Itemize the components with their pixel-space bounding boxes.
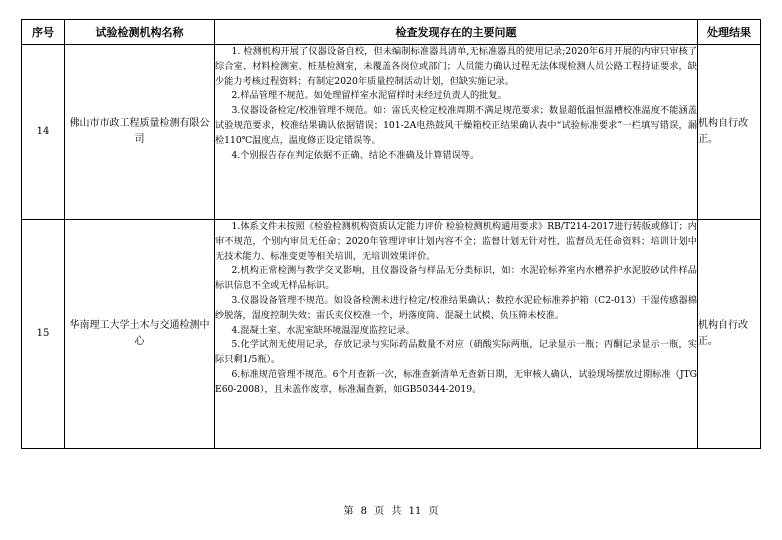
table-row — [22, 45, 761, 220]
table-header-row — [22, 20, 761, 45]
row-seq: 15 — [22, 220, 65, 449]
row-institution: 华南理工大学土木与交通检测中心 — [65, 220, 215, 449]
row-seq: 14 — [22, 45, 65, 220]
header-institution: 试验检测机构名称 — [65, 20, 215, 45]
issue-item: 2.机构正常检测与教学交叉影响，且仪器设备与样品无分类标识，如：水泥砼标养室内水槽养护水泥胶砂试件样品标识信息不全或无样品标识。 — [215, 265, 697, 292]
row-result: 机构自行改正。 — [698, 45, 761, 220]
inspection-results-table — [21, 19, 761, 449]
issue-item: 3.仪器设备管理不规范。如设备检测未进行检定/校准结果确认；数控水泥砼标准养护箱（C2-013）干湿传感器棉纱脱落，湿度控制失效；雷氏夹仪校准一个，坍落度筒、混凝土试模、负压筛未校准。 — [215, 294, 697, 321]
issue-item: 2.样品管理不规范。如处理留样室水泥留样时未经过负责人的批复。 — [231, 90, 507, 102]
issue-item: 1.体系文件未按照《检验检测机构资质认定能力评价 检验检测机构通用要求》RB/T214-2017进行转版或修订；内审不规范，个别内审员无任命；2020年管理评审计划内容不全；监督计划无针对性，监督员无任命资料；培训计划中无技术能力、标准变更等相关培训，无培训效果评价。 — [215, 221, 697, 262]
row-issues — [215, 45, 698, 220]
header-result: 处理结果 — [698, 20, 761, 45]
issue-item: 4.个别报告存在判定依据不正确、结论不准确及计算错误等。 — [231, 149, 480, 161]
row-institution: 佛山市市政工程质量检测有限公司 — [65, 45, 215, 220]
header-issues: 检查发现存在的主要问题 — [215, 20, 698, 45]
issue-item: 4.混凝土室、水泥室缺环境温湿度监控记录。 — [231, 324, 415, 336]
row-issues — [215, 220, 698, 449]
row-result: 机构自行改正。 — [698, 220, 761, 449]
issue-item: 6.标准规范管理不规范。6个月查新一次，标准查新清单无查新日期，无审核人确认，试验现场摆放过期标准（JTGE60-2008），且未盖作废章，标准漏查新，如GB50344-2019。 — [215, 368, 697, 395]
header-seq: 序号 — [22, 20, 65, 45]
table-row — [22, 220, 761, 449]
page-number-footer: 第 8 页 共 11 页 — [343, 506, 439, 517]
issue-item: 1. 检测机构开展了仪器设备自校，但未编制标准器具清单,无标准器具的使用记录;2020年6月开展的内审只审核了综合室、材料检测室、桩基检测室，未覆盖各岗位或部门；人员能力确认过程无法体现检测人员公路工程持证要求，缺少能力考核过程资料；有制定2020年质量控制活动计划，但缺实施记录。 — [215, 46, 697, 87]
issue-item: 3.仪器设备检定/校准管理不规范。如：雷氏夹检定校准周期不满足规范要求；数显超低温恒温槽校准温度不能涵盖试验规范要求，校准结果确认依据错误；101-2A电热鼓风干燥箱校正结果确认表中“试验标准要求”一栏填写错误，漏检110℃温度点，温度修正设定错误等。 — [215, 105, 697, 146]
issue-item: 5.化学试剂无使用记录，存放记录与实际药品数量不对应（硝酸实际两瓶，记录显示一瓶；丙酮记录显示一瓶，实际只剩1/5瓶）。 — [215, 339, 697, 366]
